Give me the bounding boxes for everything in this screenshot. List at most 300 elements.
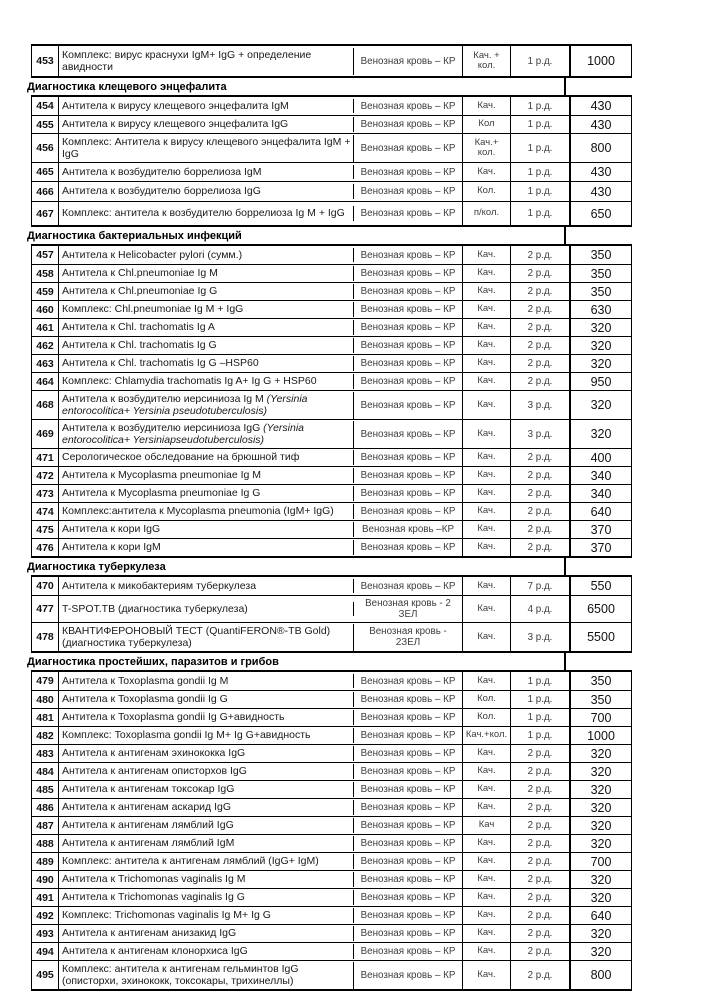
table-row (32, 300, 631, 318)
result-type-cell: Кач. (463, 907, 511, 924)
test-name-cell (59, 522, 354, 537)
turnaround-cell: 1 р.д. (527, 100, 553, 112)
row-number-cell: 483 (32, 745, 59, 762)
test-name-text: Антитела к Mycoplasma pneumoniae Ig M (62, 469, 262, 482)
section-header (27, 558, 632, 575)
result-type-cell: Кач. (463, 853, 511, 870)
row-number-cell: 455 (32, 116, 59, 133)
row-number-cell: 454 (32, 97, 59, 115)
result-type-cell: Кол. (463, 709, 511, 726)
result-type-cell: Кач. (463, 503, 511, 520)
row-number-cell: 488 (32, 835, 59, 852)
table-row (32, 372, 631, 390)
test-name-cell (59, 602, 354, 617)
test-name-text: Комплекс: антитела к антигенам лямблий (IgG+ IgM) (62, 855, 319, 868)
test-name-cell (59, 206, 354, 221)
row-number-cell: 487 (32, 817, 59, 834)
result-type-cell: Кач. (463, 961, 511, 989)
result-type-cell: Кач. (463, 355, 511, 372)
biomaterial-cell: Венозная кровь – КР (354, 709, 463, 726)
price-cell: 320 (569, 391, 631, 419)
turnaround-cell: 1 р.д. (527, 208, 553, 219)
test-name-text: Комплекс:антитела к Mycoplasma pneumonia (IgM+ IgG) (62, 505, 334, 518)
result-type-cell: Кач. (463, 265, 511, 282)
biomaterial-cell: Венозная кровь – КР (354, 577, 463, 595)
result-type-cell: Кач. (463, 623, 511, 651)
biomaterial-cell: Венозная кровь – КР (354, 265, 463, 282)
price-cell: 320 (569, 420, 631, 448)
price-cell: 320 (569, 925, 631, 942)
price-cell: 700 (569, 709, 631, 726)
section-price-spacer (564, 227, 632, 244)
turnaround-cell: 2 р.д. (527, 304, 553, 315)
turnaround-cell: 1 р.д. (527, 55, 553, 67)
result-type-cell: Кач. (463, 283, 511, 300)
turnaround-cell: 2 р.д. (527, 542, 553, 553)
result-type-cell: Кач. (463, 97, 511, 115)
price-cell: 950 (569, 373, 631, 390)
result-type-cell: п/кол. (463, 202, 511, 225)
biomaterial-cell: Венозная кровь – КР (354, 449, 463, 466)
table-row (32, 744, 631, 762)
result-type-cell: Кач. (463, 420, 511, 448)
test-name-cell (59, 421, 354, 448)
result-type-cell: Кач. (463, 539, 511, 556)
turnaround-cell: 2 р.д. (527, 766, 553, 777)
test-name-text: Антитела к Chl.pneumoniae Ig G (62, 285, 218, 298)
test-name-text: Антитела к антигенам токсокар IgG (62, 783, 235, 796)
price-cell: 320 (569, 799, 631, 816)
turnaround-cell: 1 р.д. (527, 675, 553, 687)
test-name-text: Антитела к возбудителю боррелиоза IgG (62, 185, 261, 198)
test-name-cell (59, 836, 354, 851)
biomaterial-cell: Венозная кровь – КР (354, 925, 463, 942)
turnaround-cell: 1 р.д. (527, 712, 553, 723)
table-row (32, 97, 631, 115)
table-row (32, 162, 631, 181)
test-name-text: Антитела к возбудителю иерсиниоза IgG (62, 421, 264, 434)
result-type-cell: Кач. (463, 925, 511, 942)
biomaterial-cell: Венозная кровь –КР (354, 521, 463, 538)
biomaterial-cell: Венозная кровь – КР (354, 943, 463, 960)
result-type-cell: Кач. (463, 485, 511, 502)
section-header (27, 78, 632, 95)
turnaround-cell: 2 р.д. (527, 268, 553, 279)
result-type-cell: Кач.+ кол. (463, 134, 511, 162)
test-name-cell (59, 800, 354, 815)
turnaround-cell: 1 р.д. (527, 186, 553, 197)
test-name-text: Антитела к Toxoplasma gondii Ig M (62, 674, 229, 687)
turnaround-cell: 2 р.д. (527, 874, 553, 885)
price-cell: 350 (569, 246, 631, 264)
result-type-cell: Кач. (463, 301, 511, 318)
biomaterial-cell: Венозная кровь – КР (354, 889, 463, 906)
price-cell: 6500 (569, 596, 631, 622)
result-type-cell: Кач. (463, 889, 511, 906)
row-number-cell: 461 (32, 319, 59, 336)
turnaround-cell: 2 р.д. (527, 892, 553, 903)
biomaterial-cell: Венозная кровь – КР (354, 182, 463, 201)
test-name-cell (59, 746, 354, 761)
price-cell: 340 (569, 467, 631, 484)
result-type-cell: Кач. (463, 577, 511, 595)
biomaterial-cell: Венозная кровь – КР (354, 355, 463, 372)
biomaterial-cell: Венозная кровь – КР (354, 907, 463, 924)
test-name-text: Антитела к вирусу клещевого энцефалита IgG (62, 118, 289, 131)
table-row (32, 577, 631, 595)
test-name-cell (59, 579, 354, 594)
test-name-cell (59, 692, 354, 707)
result-type-cell: Кач. + кол. (463, 46, 511, 76)
turnaround-cell: 2 р.д. (527, 452, 553, 463)
test-name-cell (59, 184, 354, 199)
price-cell: 1000 (569, 727, 631, 744)
row-number-cell: 453 (32, 46, 59, 76)
turnaround-cell: 2 р.д. (527, 488, 553, 499)
biomaterial-cell: Венозная кровь – КР (354, 420, 463, 448)
row-group (31, 575, 632, 653)
row-number-cell: 479 (32, 672, 59, 690)
row-number-cell: 474 (32, 503, 59, 520)
row-number-cell: 476 (32, 539, 59, 556)
price-cell: 630 (569, 301, 631, 318)
biomaterial-cell: Венозная кровь – КР (354, 391, 463, 419)
price-cell: 350 (569, 265, 631, 282)
test-name-text: Комплекс: Trichomonas vaginalis Ig M+ Ig G (62, 909, 271, 922)
test-name-text: Антитела к антигенам описторхов IgG (62, 765, 247, 778)
test-name-cell (59, 486, 354, 501)
test-name-text: Антитела к антигенам клонорхиса IgG (62, 945, 248, 958)
table-row (32, 354, 631, 372)
price-cell: 370 (569, 539, 631, 556)
test-name-cell (59, 48, 354, 75)
row-number-cell: 465 (32, 163, 59, 181)
test-name-cell (59, 99, 354, 114)
turnaround-cell: 3 р.д. (527, 631, 553, 643)
test-name-text: Антитела к антигенам эхинококка IgG (62, 747, 246, 760)
row-group (31, 244, 632, 558)
table-row (32, 852, 631, 870)
test-name-cell (59, 248, 354, 263)
row-number-cell: 494 (32, 943, 59, 960)
turnaround-cell: 2 р.д. (527, 524, 553, 535)
result-type-cell: Кач. (463, 449, 511, 466)
row-number-cell: 491 (32, 889, 59, 906)
price-cell: 340 (569, 485, 631, 502)
row-number-cell: 477 (32, 596, 59, 622)
test-name-text: Антитела к микобактериям туберкулеза (62, 579, 257, 592)
biomaterial-cell: Венозная кровь – КР (354, 246, 463, 264)
table-row (32, 622, 631, 651)
row-number-cell: 460 (32, 301, 59, 318)
turnaround-cell: 2 р.д. (527, 784, 553, 795)
price-cell: 320 (569, 871, 631, 888)
biomaterial-cell: Венозная кровь – КР (354, 503, 463, 520)
table-row (32, 201, 631, 225)
turnaround-cell: 1 р.д. (527, 694, 553, 705)
table-row (32, 390, 631, 419)
test-name-text: Комплекс: вирус краснухи IgM+ IgG + определение авидности (62, 48, 312, 73)
price-cell: 320 (569, 337, 631, 354)
test-name-cell (59, 540, 354, 555)
result-type-cell: Кач. (463, 943, 511, 960)
table-row (32, 780, 631, 798)
biomaterial-cell: Венозная кровь – КР (354, 781, 463, 798)
test-name-cell (59, 908, 354, 923)
price-cell: 320 (569, 835, 631, 852)
biomaterial-cell: Венозная кровь – КР (354, 319, 463, 336)
test-name-text: Серологическое обследование на брюшной тиф (62, 451, 300, 464)
price-cell: 350 (569, 672, 631, 690)
table-row (32, 798, 631, 816)
biomaterial-cell: Венозная кровь – КР (354, 467, 463, 484)
price-cell: 800 (569, 961, 631, 989)
row-number-cell: 472 (32, 467, 59, 484)
biomaterial-cell: Венозная кровь – КР (354, 485, 463, 502)
row-number-cell: 481 (32, 709, 59, 726)
biomaterial-cell: Венозная кровь – КР (354, 799, 463, 816)
test-name-cell (59, 165, 354, 180)
test-name-text: Антитела к Mycoplasma pneumoniae Ig G (62, 487, 261, 500)
row-number-cell: 456 (32, 134, 59, 162)
price-cell: 640 (569, 503, 631, 520)
test-name-cell (59, 320, 354, 335)
table-row (32, 595, 631, 622)
table-row (32, 942, 631, 960)
row-number-cell: 486 (32, 799, 59, 816)
price-table (27, 44, 632, 991)
test-name-cell (59, 338, 354, 353)
biomaterial-cell: Венозная кровь – КР (354, 727, 463, 744)
table-row (32, 906, 631, 924)
table-row (32, 282, 631, 300)
test-name-text: Комплекс: Toxoplasma gondii Ig M+ Ig G+авидность (62, 729, 311, 742)
test-name-cell (59, 926, 354, 941)
turnaround-cell: 2 р.д. (527, 856, 553, 867)
test-name-latin-italic: (Yersinia entorocolitica+ Yersiniapseudotuberculosis) (62, 421, 305, 446)
result-type-cell: Кач. (463, 467, 511, 484)
table-row (32, 726, 631, 744)
test-name-text: Антитела к кори IgM (62, 541, 161, 554)
test-name-cell (59, 302, 354, 317)
table-row (32, 870, 631, 888)
section-header (27, 653, 632, 670)
row-number-cell: 473 (32, 485, 59, 502)
table-row (32, 115, 631, 133)
result-type-cell: Кач. (463, 871, 511, 888)
test-name-text: Комплекс: Антитела к вирусу клещевого энцефалита IgM + IgG (62, 135, 351, 160)
biomaterial-cell: Венозная кровь – КР (354, 853, 463, 870)
test-name-text: Комплекс: Chl.pneumoniae Ig M + IgG (62, 303, 244, 316)
test-name-text: Антитела к Chl. trachomatis Ig G (62, 339, 217, 352)
price-cell: 320 (569, 943, 631, 960)
row-number-cell: 467 (32, 202, 59, 225)
result-type-cell: Кач. (463, 391, 511, 419)
test-name-cell (59, 962, 354, 989)
result-type-cell: Кач. (463, 835, 511, 852)
price-cell: 320 (569, 781, 631, 798)
table-row (32, 690, 631, 708)
section-price-spacer (564, 653, 632, 670)
result-type-cell: Кач. (463, 781, 511, 798)
row-number-cell: 469 (32, 420, 59, 448)
table-row (32, 538, 631, 556)
test-name-text: Антитела к Toxoplasma gondii Ig G+авидность (62, 711, 285, 724)
turnaround-cell: 3 р.д. (527, 428, 553, 440)
result-type-cell: Кач (463, 817, 511, 834)
price-cell: 550 (569, 577, 631, 595)
table-row (32, 318, 631, 336)
section-header (27, 227, 632, 244)
result-type-cell: Кач. (463, 596, 511, 622)
test-name-text: Антитела к Toxoplasma gondii Ig G (62, 693, 228, 706)
biomaterial-cell: Венозная кровь – КР (354, 46, 463, 76)
result-type-cell: Кач. (463, 672, 511, 690)
section-title: Диагностика простейших, паразитов и грибов (27, 655, 279, 668)
test-name-cell (59, 374, 354, 389)
table-row (32, 181, 631, 201)
test-name-cell (59, 624, 354, 651)
table-row (32, 960, 631, 989)
turnaround-cell: 1 р.д. (527, 166, 553, 178)
test-name-text: Антитела к Chl. trachomatis Ig G –HSP60 (62, 357, 259, 370)
test-name-text: Антитела к Trichomonas vaginalis Ig M (62, 873, 246, 886)
table-row (32, 133, 631, 162)
turnaround-cell: 2 р.д. (527, 286, 553, 297)
biomaterial-cell: Венозная кровь – КР (354, 539, 463, 556)
section-title: Диагностика бактериальных инфекций (27, 229, 242, 242)
turnaround-cell: 1 р.д. (527, 730, 553, 741)
test-name-text: Антитела к антигенам лямблий IgM (62, 837, 235, 850)
row-number-cell: 457 (32, 246, 59, 264)
result-type-cell: Кач. (463, 337, 511, 354)
turnaround-cell: 2 р.д. (527, 322, 553, 333)
test-name-cell (59, 468, 354, 483)
section-title: Диагностика туберкулеза (27, 560, 166, 573)
biomaterial-cell: Венозная кровь – КР (354, 163, 463, 181)
result-type-cell: Кач. (463, 246, 511, 264)
table-row (32, 762, 631, 780)
test-name-cell (59, 872, 354, 887)
result-type-cell: Кач. (463, 799, 511, 816)
biomaterial-cell: Венозная кровь – КР (354, 134, 463, 162)
row-number-cell: 495 (32, 961, 59, 989)
turnaround-cell: 7 р.д. (527, 580, 553, 592)
turnaround-cell: 2 р.д. (527, 910, 553, 921)
price-cell: 430 (569, 182, 631, 201)
row-number-cell: 462 (32, 337, 59, 354)
biomaterial-cell: Венозная кровь – КР (354, 202, 463, 225)
price-cell: 430 (569, 163, 631, 181)
biomaterial-cell: Венозная кровь – КР (354, 283, 463, 300)
test-name-text: Антитела к Helicobacter pylori (сумм.) (62, 248, 243, 261)
row-number-cell: 466 (32, 182, 59, 201)
row-number-cell: 471 (32, 449, 59, 466)
turnaround-cell: 2 р.д. (527, 820, 553, 831)
result-type-cell: Кач. (463, 373, 511, 390)
turnaround-cell: 2 р.д. (527, 928, 553, 939)
turnaround-cell: 2 р.д. (527, 802, 553, 813)
table-row (32, 264, 631, 282)
price-cell: 430 (569, 116, 631, 133)
table-row (32, 502, 631, 520)
test-name-cell (59, 944, 354, 959)
test-name-cell (59, 392, 354, 419)
row-number-cell: 489 (32, 853, 59, 870)
test-name-text: Антитела к кори IgG (62, 523, 161, 536)
row-group (31, 95, 632, 227)
test-name-cell (59, 117, 354, 132)
test-name-cell (59, 854, 354, 869)
table-row (32, 834, 631, 852)
price-cell: 400 (569, 449, 631, 466)
section-price-spacer (564, 558, 632, 575)
result-type-cell: Кач. (463, 163, 511, 181)
turnaround-cell: 3 р.д. (527, 399, 553, 411)
test-name-cell (59, 764, 354, 779)
test-name-text: Антитела к антигенам лямблий IgG (62, 819, 234, 832)
table-row (32, 466, 631, 484)
test-name-text: Антитела к возбудителю боррелиоза IgM (62, 165, 262, 178)
price-cell: 370 (569, 521, 631, 538)
price-cell: 350 (569, 283, 631, 300)
row-number-cell: 458 (32, 265, 59, 282)
table-row (32, 448, 631, 466)
table-row (32, 520, 631, 538)
row-number-cell: 475 (32, 521, 59, 538)
table-row (32, 336, 631, 354)
biomaterial-cell: Венозная кровь – КР (354, 763, 463, 780)
test-name-text: Антитела к Trichomonas vaginalis Ig G (62, 891, 245, 904)
table-row (32, 246, 631, 264)
result-type-cell: Кол. (463, 182, 511, 201)
price-cell: 320 (569, 355, 631, 372)
table-row (32, 708, 631, 726)
result-type-cell: Кач.+кол. (463, 727, 511, 744)
section-price-spacer (564, 78, 632, 95)
test-name-text: Антитела к возбудителю иерсиниоза Ig M (62, 392, 267, 405)
turnaround-cell: 2 р.д. (527, 358, 553, 369)
row-number-cell: 459 (32, 283, 59, 300)
table-row (32, 672, 631, 690)
price-cell: 320 (569, 763, 631, 780)
test-name-text: Антитела к антигенам аскарид IgG (62, 801, 232, 814)
turnaround-cell: 2 р.д. (527, 340, 553, 351)
test-name-cell (59, 782, 354, 797)
row-number-cell: 490 (32, 871, 59, 888)
turnaround-cell: 2 р.д. (527, 249, 553, 261)
biomaterial-cell: Венозная кровь – КР (354, 691, 463, 708)
table-row (32, 484, 631, 502)
turnaround-cell: 2 р.д. (527, 946, 553, 957)
price-cell: 320 (569, 319, 631, 336)
price-cell: 5500 (569, 623, 631, 651)
turnaround-cell: 2 р.д. (527, 969, 553, 981)
price-cell: 640 (569, 907, 631, 924)
biomaterial-cell: Венозная кровь - 2ЗЕЛ (354, 623, 463, 651)
test-name-cell (59, 818, 354, 833)
test-name-text: Комплекс: антитела к антигенам гельминтов IgG (описторхи, эхинококк, токсокары, трихинеллы) (62, 962, 299, 987)
price-cell: 430 (569, 97, 631, 115)
row-number-cell: 493 (32, 925, 59, 942)
test-name-cell (59, 135, 354, 162)
biomaterial-cell: Венозная кровь – КР (354, 871, 463, 888)
test-name-text: Антитела к Chl.pneumoniae Ig M (62, 267, 218, 280)
test-name-text: Антитела к вирусу клещевого энцефалита IgM (62, 99, 289, 112)
biomaterial-cell: Венозная кровь – КР (354, 817, 463, 834)
row-number-cell: 480 (32, 691, 59, 708)
test-name-text: Комплекс: Chlamydia trachomatis Ig A+ Ig G + HSP60 (62, 375, 317, 388)
